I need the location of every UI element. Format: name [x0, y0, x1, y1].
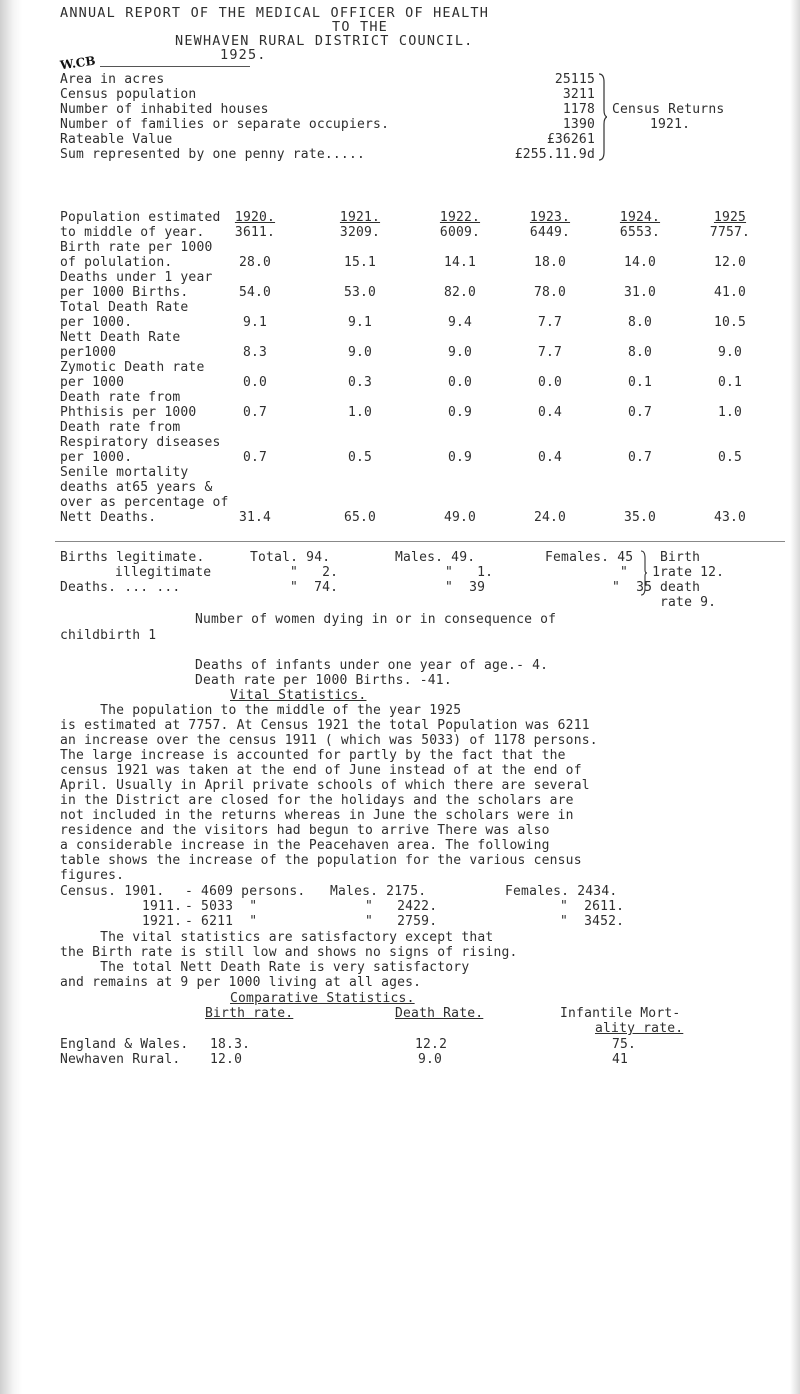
stats-cell: 0.5: [347, 450, 373, 465]
births-legitimate-females: Females. 45: [545, 550, 634, 565]
stats-cell: 12.0: [713, 255, 747, 270]
stats-cell: 31.4: [238, 510, 272, 525]
paragraph-line: table shows the increase of the population for the various census: [60, 853, 582, 868]
stats-row-label: Deaths under 1 year: [60, 270, 213, 285]
vital-paragraph-line: and remains at 9 per 1000 living at all ages.: [60, 975, 422, 990]
stats-cell: 9.0: [447, 345, 473, 360]
summary-label-rateable: Rateable Value: [60, 132, 173, 147]
stats-cell: 3209.: [339, 225, 381, 240]
stats-cell: 41.0: [713, 285, 747, 300]
stats-row-label: to middle of year.: [60, 225, 205, 240]
childbirth-line: childbirth 1: [60, 628, 157, 643]
stats-cell: 0.4: [537, 405, 563, 420]
stats-cell: 0.9: [447, 450, 473, 465]
infant-deaths-line: Deaths of infants under one year of age.- 4.: [195, 658, 549, 673]
birth-rate-label: Birth: [660, 550, 701, 565]
stats-cell: 0.0: [537, 375, 563, 390]
paragraph-line: The population to the middle of the year 1925: [60, 703, 462, 718]
stats-cell: 35.0: [623, 510, 657, 525]
paragraph-line: a considerable increase in the Peacehaven area. The following: [60, 838, 550, 853]
paragraph-line: The large increase is accounted for partly by the fact that the: [60, 748, 566, 763]
stats-column-header: 1920.: [234, 210, 276, 225]
summary-value-area: 25115: [554, 72, 595, 87]
stats-row-label: Respiratory diseases: [60, 435, 221, 450]
report-title: ANNUAL REPORT OF THE MEDICAL OFFICER OF HEALTH: [60, 5, 490, 21]
stats-cell: 78.0: [533, 285, 567, 300]
summary-label-families: Number of families or separate occupiers.: [60, 117, 390, 132]
summary-label-area: Area in acres: [60, 72, 165, 87]
stats-cell: 7757.: [709, 225, 751, 240]
summary-value-penny-rate: £255.11.9d: [514, 147, 595, 162]
paragraph-line: April. Usually in April private schools of which there are several: [60, 778, 590, 793]
deaths-males: " 39: [445, 580, 486, 595]
census-row-persons: - 5033 ": [185, 899, 258, 914]
vital-paragraph-line: The total Nett Death Rate is very satisfactory: [60, 960, 470, 975]
scan-shadow-left: [0, 0, 22, 1394]
stats-cell: 0.0: [242, 375, 268, 390]
section-divider: [55, 541, 785, 542]
births-illegitimate-label: illegitimate: [115, 565, 212, 580]
stats-row-label: per1000: [60, 345, 117, 360]
death-rate-value: rate 9.: [660, 595, 717, 610]
infant-death-rate-line: Death rate per 1000 Births. -41.: [195, 673, 452, 688]
census-row-persons: - 4609 persons.: [185, 884, 306, 899]
stats-cell: 14.0: [623, 255, 657, 270]
stats-cell: 54.0: [238, 285, 272, 300]
vital-statistics-heading: Vital Statistics.: [230, 688, 367, 703]
scan-shadow-right: [790, 0, 800, 1394]
stats-cell: 6449.: [529, 225, 571, 240]
comp-column-header: Death Rate.: [395, 1006, 484, 1021]
census-row-persons: - 6211 ": [185, 914, 258, 929]
stats-cell: 14.1: [443, 255, 477, 270]
births-illegitimate-males: " 1.: [445, 565, 494, 580]
births-brace: [640, 550, 648, 596]
census-row-label: 1921.: [142, 914, 183, 929]
stats-cell: 0.1: [627, 375, 653, 390]
stats-cell: 0.9: [447, 405, 473, 420]
stats-row-label: Population estimated: [60, 210, 221, 225]
summary-brace: [597, 72, 607, 162]
census-row-label: Census. 1901.: [60, 884, 165, 899]
stats-cell: 10.5: [713, 315, 747, 330]
comp-row-birth: 18.3.: [210, 1037, 251, 1052]
stats-cell: 0.7: [242, 405, 268, 420]
stats-row-label: Death rate from: [60, 420, 181, 435]
births-illegitimate-total: " 2.: [290, 565, 339, 580]
stats-cell: 0.7: [242, 450, 268, 465]
paragraph-line: an increase over the census 1911 ( which was 5033) of 1178 persons.: [60, 733, 598, 748]
stats-cell: 28.0: [238, 255, 272, 270]
summary-label-houses: Number of inhabited houses: [60, 102, 269, 117]
stats-row-label: Zymotic Death rate: [60, 360, 205, 375]
stats-row-label: Nett Death Rate: [60, 330, 181, 345]
stats-row-label: Total Death Rate: [60, 300, 189, 315]
stats-cell: 6009.: [439, 225, 481, 240]
library-stamp: W.CB: [59, 53, 97, 73]
stats-cell: 43.0: [713, 510, 747, 525]
paragraph-line: is estimated at 7757. At Census 1921 the total Population was 6211: [60, 718, 590, 733]
report-title-council: NEWHAVEN RURAL DISTRICT COUNCIL.: [175, 33, 474, 49]
stats-cell: 82.0: [443, 285, 477, 300]
census-row-females: Females. 2434.: [505, 884, 618, 899]
stats-cell: 24.0: [533, 510, 567, 525]
census-row-females: " 3452.: [560, 914, 625, 929]
deaths-females: " 35: [612, 580, 653, 595]
stats-row-label: per 1000 Births.: [60, 285, 189, 300]
summary-value-rateable: £36261: [546, 132, 595, 147]
stats-row-label: Birth rate per 1000: [60, 240, 213, 255]
census-returns-year: 1921.: [650, 117, 691, 132]
stats-cell: 8.0: [627, 345, 653, 360]
stats-cell: 9.1: [347, 315, 373, 330]
stats-cell: 1.0: [347, 405, 373, 420]
comp-row-death: 12.2: [415, 1037, 448, 1052]
stats-column-header: 1921.: [339, 210, 381, 225]
comp-column-header: Infantile Mort-: [560, 1006, 681, 1021]
paragraph-line: in the District are closed for the holidays and the scholars are: [60, 793, 574, 808]
stats-cell: 18.0: [533, 255, 567, 270]
header-rule: [100, 66, 250, 67]
comp-row-infant: 41: [612, 1052, 629, 1067]
stats-row-label: Death rate from: [60, 390, 181, 405]
census-row-males: " 2759.: [365, 914, 438, 929]
comparative-statistics-heading: Comparative Statistics.: [230, 991, 415, 1006]
stats-cell: 3611.: [234, 225, 276, 240]
comp-row-death: 9.0: [418, 1052, 443, 1067]
stats-cell: 0.7: [627, 450, 653, 465]
summary-label-penny-rate: Sum represented by one penny rate.....: [60, 147, 366, 162]
stats-row-label: per 1000.: [60, 315, 133, 330]
birth-rate-value: rate 12.: [660, 565, 725, 580]
stats-cell: 8.0: [627, 315, 653, 330]
census-row-label: 1911.: [142, 899, 183, 914]
stats-row-label: per 1000.: [60, 450, 133, 465]
summary-value-families: 1390: [562, 117, 595, 132]
stats-cell: 7.7: [537, 315, 563, 330]
stats-cell: 9.0: [717, 345, 743, 360]
vital-paragraph-line: The vital statistics are satisfactory except that: [60, 930, 494, 945]
stats-row-label: of polulation.: [60, 255, 173, 270]
comp-column-header-cont: ality rate.: [595, 1021, 684, 1036]
deaths-total: " 74.: [290, 580, 339, 595]
stats-column-header: 1924.: [619, 210, 661, 225]
stats-cell: 65.0: [343, 510, 377, 525]
stats-column-header: 1923.: [529, 210, 571, 225]
summary-label-population: Census population: [60, 87, 197, 102]
comp-row-label: Newhaven Rural.: [60, 1052, 181, 1067]
census-returns-note: Census Returns: [612, 102, 725, 117]
summary-value-population: 3211: [562, 87, 595, 102]
stats-column-header: 1922.: [439, 210, 481, 225]
stats-row-label: per 1000: [60, 375, 125, 390]
stats-cell: 0.1: [717, 375, 743, 390]
comp-row-label: England & Wales.: [60, 1037, 189, 1052]
stats-cell: 6553.: [619, 225, 661, 240]
death-rate-label: death: [660, 580, 701, 595]
stats-row-label: over as percentage of: [60, 495, 229, 510]
stats-cell: 49.0: [443, 510, 477, 525]
stats-cell: 9.0: [347, 345, 373, 360]
census-row-males: Males. 2175.: [330, 884, 427, 899]
deaths-label: Deaths. ... ...: [60, 580, 181, 595]
stats-row-label: deaths at65 years &: [60, 480, 213, 495]
stats-cell: 0.4: [537, 450, 563, 465]
stats-row-label: Senile mortality: [60, 465, 189, 480]
paragraph-line: residence and the visitors had begun to arrive There was also: [60, 823, 550, 838]
stats-cell: 0.0: [447, 375, 473, 390]
stats-row-label: Phthisis per 1000: [60, 405, 197, 420]
report-year: 1925.: [220, 47, 267, 63]
stats-cell: 15.1: [343, 255, 377, 270]
women-dying-line: Number of women dying in or in consequence of: [195, 612, 557, 627]
summary-value-houses: 1178: [562, 102, 595, 117]
stats-cell: 31.0: [623, 285, 657, 300]
births-legitimate-label: Births legitimate.: [60, 550, 205, 565]
stats-row-label: Nett Deaths.: [60, 510, 157, 525]
paragraph-line: census 1921 was taken at the end of June instead of at the end of: [60, 763, 582, 778]
census-row-females: " 2611.: [560, 899, 625, 914]
stats-cell: 9.1: [242, 315, 268, 330]
comp-column-header: Birth rate.: [205, 1006, 294, 1021]
stats-cell: 9.4: [447, 315, 473, 330]
comp-row-infant: 75.: [612, 1037, 637, 1052]
stats-cell: 0.5: [717, 450, 743, 465]
paragraph-line: figures.: [60, 868, 125, 883]
stats-cell: 8.3: [242, 345, 268, 360]
census-row-males: " 2422.: [365, 899, 438, 914]
stats-cell: 1.0: [717, 405, 743, 420]
stats-column-header: 1925: [713, 210, 747, 225]
stats-cell: 53.0: [343, 285, 377, 300]
comp-row-birth: 12.0: [210, 1052, 243, 1067]
stats-cell: 0.7: [627, 405, 653, 420]
births-illegitimate-females: " 1: [620, 565, 661, 580]
paragraph-line: not included in the returns whereas in June the scholars were in: [60, 808, 574, 823]
births-legitimate-males: Males. 49.: [395, 550, 476, 565]
stats-cell: 7.7: [537, 345, 563, 360]
births-legitimate-total: Total. 94.: [250, 550, 331, 565]
vital-paragraph-line: the Birth rate is still low and shows no signs of rising.: [60, 945, 518, 960]
report-title-to: TO THE: [332, 19, 388, 35]
stats-cell: 0.3: [347, 375, 373, 390]
